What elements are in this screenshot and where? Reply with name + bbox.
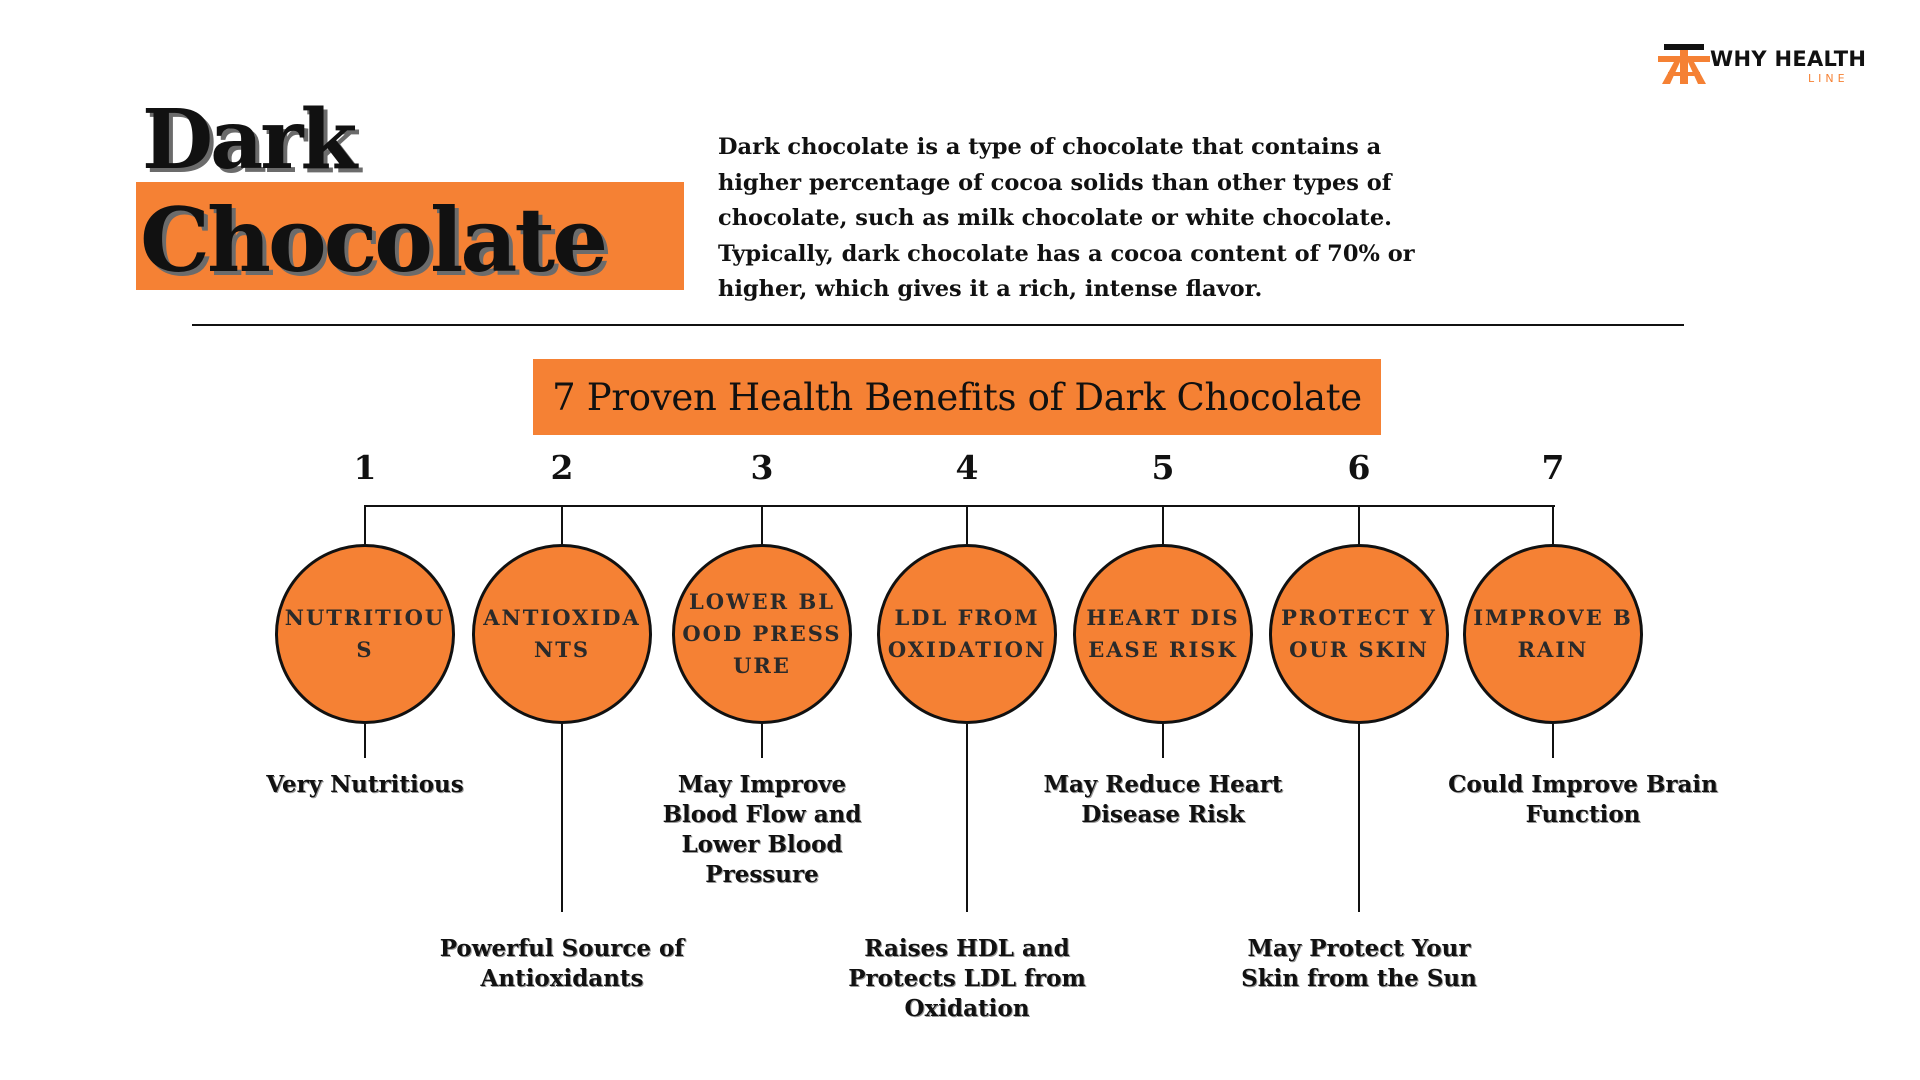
benefit-caption-4: Raises HDL and Protects LDL from Oxidation xyxy=(848,935,1086,1022)
benefit-number-6: 6 xyxy=(1347,448,1371,487)
benefit-caption-1: Very Nutritious xyxy=(266,771,464,798)
benefit-caption-6: May Protect Your Skin from the Sun xyxy=(1241,935,1477,992)
benefit-circle-4 xyxy=(877,544,1057,724)
benefit-caption-7: Could Improve Brain Function xyxy=(1448,771,1718,828)
benefit-caption-3: May Improve Blood Flow and Lower Blood Pressure xyxy=(662,771,862,888)
benefit-caption-5: May Reduce Heart Disease Risk xyxy=(1043,771,1283,828)
benefit-circle-label-5: HEART DISEASE RISK xyxy=(1086,605,1240,662)
connector-bus-line xyxy=(365,505,1555,507)
connector-bottom-7 xyxy=(1552,724,1554,758)
connector-bottom-3 xyxy=(761,724,763,758)
benefit-caption-2: Powerful Source of Antioxidants xyxy=(439,935,685,992)
benefit-circle-1 xyxy=(275,544,455,724)
benefit-circle-label-6: PROTECT YOUR SKIN xyxy=(1281,605,1437,662)
benefits-banner xyxy=(533,359,1381,435)
connector-top-4 xyxy=(966,505,968,544)
title-line-1: Dark xyxy=(142,92,355,188)
benefit-circle-label-7: IMPROVE BRAIN xyxy=(1473,605,1633,662)
connector-top-1 xyxy=(364,505,366,544)
why-health-line-logo-icon xyxy=(1658,42,1710,88)
connector-bottom-1 xyxy=(364,724,366,758)
logo-subtext: LINE xyxy=(1808,72,1849,85)
logo-text: WHY HEALTH xyxy=(1710,47,1867,71)
description-text: Dark chocolate is a type of chocolate that contains a higher percentage of cocoa solids than other types of chocolate, such as milk chocolate or white chocolate. Typically, dark chocolate has a cocoa content of 70% or higher, which gives it a rich, intense flavor. xyxy=(718,134,1415,302)
connector-bottom-4 xyxy=(966,724,968,912)
connector-top-7 xyxy=(1552,505,1554,544)
banner-title: 7 Proven Health Benefits of Dark Chocolate xyxy=(552,375,1362,419)
benefit-circle-2 xyxy=(472,544,652,724)
benefit-circle-6 xyxy=(1269,544,1449,724)
benefit-circle-5 xyxy=(1073,544,1253,724)
benefit-circle-label-4: LDL FROM OXIDATION xyxy=(887,605,1047,662)
connector-bottom-5 xyxy=(1162,724,1164,758)
connector-bottom-6 xyxy=(1358,724,1360,912)
logo xyxy=(1658,42,1868,92)
benefit-circle-3 xyxy=(672,544,852,724)
benefit-circle-7 xyxy=(1463,544,1643,724)
benefit-number-2: 2 xyxy=(550,448,574,487)
connector-top-6 xyxy=(1358,505,1360,544)
connector-top-2 xyxy=(561,505,563,544)
benefit-circle-label-3: LOWER BLOOD PRESSURE xyxy=(682,589,842,678)
connector-top-5 xyxy=(1162,505,1164,544)
benefit-number-7: 7 xyxy=(1541,448,1565,487)
connector-top-3 xyxy=(761,505,763,544)
benefit-circle-label-1: NUTRITIOUS xyxy=(284,605,446,662)
section-divider xyxy=(192,324,1684,326)
connector-bottom-2 xyxy=(561,724,563,912)
benefit-circle-label-2: ANTIOXIDANTS xyxy=(483,605,641,662)
benefit-number-3: 3 xyxy=(750,448,774,487)
benefit-number-1: 1 xyxy=(353,448,377,487)
title-line-2: Chocolate xyxy=(140,188,606,292)
benefit-number-4: 4 xyxy=(955,448,979,487)
benefit-number-5: 5 xyxy=(1151,448,1175,487)
